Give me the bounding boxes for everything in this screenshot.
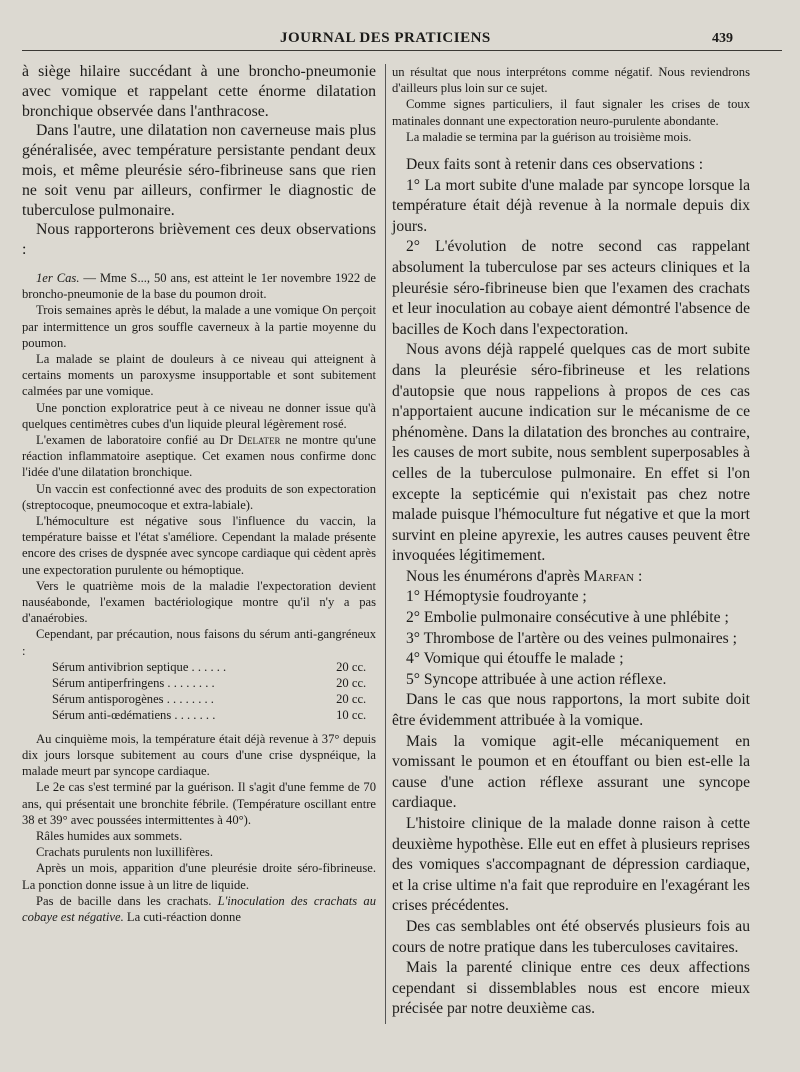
text-run: 2° L'évolution de notre second cas rappelant absolument la tuberculose par ses acteurs cliniques et la pleurésie séro-fibrineuse bien que l'examen des crachats et leur inoculation au cobaye aient démontré l'absence de bacilles de [392,238,750,338]
serum-dose: 20 cc. [336,659,367,674]
paragraph: à siège hilaire succédant à une broncho-pneumonie avec vomique et rappelant cette énorme dilatation bronchique observée dans l'anthracose. [22,63,376,120]
serum-dose: 10 cc. [336,707,367,722]
text-run: L'examen de laboratoire confié au Dr [36,433,238,447]
case-1-intro [22,270,376,302]
paragraph: Un vaccin est confectionné avec des produits de son expectoration (streptocoque, pneumocoque et extra-labiale). [22,481,376,512]
running-title: JOURNAL DES PRATICIENS [280,30,491,46]
paragraph: L'hémoculture est négative sous l'influence du vaccin, la température baisse et l'état s'améliore. Cependant la malade présente encore des crises de dyspnée avec syncope cardiaque qui cèdent après une expectoration purulente ou hémoptique. [22,514,376,577]
paragraph: Vers le quatrième mois de la maladie l'expectoration devient nauséabonde, l'examen bactériologique montre qu'il n'y a pas d'anaérobies. [22,578,376,626]
paragraph: 1° La mort subite d'une malade par syncope lorsque la température était déjà revenue à la normale depuis dix jours. [392,176,750,235]
right-column [392,64,750,1020]
paragraph: La malade se plaint de douleurs à ce niveau qui atteignent à certains moments un paroxysme insupportable et sont subitement calmées par une vomique. [22,351,376,399]
page-header [0,30,800,50]
text-run: ne montre qu'une réaction inflammatoire aseptique. Cet examen nous confirme donc l'idée d'une dilatation bronchique. [22,433,376,480]
paragraph: Deux faits sont à retenir dans ces observations : [406,156,704,174]
italic-text: L'inoculation des crachats au cobaye est négative. [22,893,376,925]
serum-name: Sérum anti-œdématiens . . . . . . . [52,707,216,722]
paragraph: L'histoire clinique de la malade donne raison à cette deuxième hypothèse. Elle eut en effet à plusieurs reprises des vomiques s'accompagnant de dépression cardiaque, et la crise ultime n'a fait que reproduire en l'exagérant les crises précédentes. [392,815,750,915]
paragraph [22,893,376,925]
paragraph [392,567,750,588]
paragraph: Des cas semblables ont été observés plusieurs fois au cours de notre pratique dans les tuberculoses cavitaires. [392,917,750,956]
paragraph: un résultat que nous interprétons comme négatif. Nous reviendrons d'ailleurs plus loin sur ce sujet. [392,65,750,96]
paragraph: Râles humides aux sommets. [36,829,183,844]
author-name: Delater [237,433,281,447]
serum-list [52,659,376,723]
text-run: : [634,567,643,585]
paragraph: Mais la parenté clinique entre ces deux affections cependant si dissemblables nous est encore mieux précisée par notre deuxième cas. [392,959,750,1018]
text-run: Nous les énumérons d'après [406,567,584,585]
paragraph: La maladie se termina par la guérison au troisième mois. [406,129,692,144]
paragraph [22,432,376,481]
text-run: dans l'expectoration. [495,320,629,338]
paragraph [392,237,750,340]
list-item: 4° Vomique qui étouffe le malade ; [406,650,624,668]
serum-name: Sérum antivibrion septique . . . . . . [52,659,227,674]
list-item: 1° Hémoptysie foudroyante ; [406,588,587,606]
paragraph: Mais la vomique agit-elle mécaniquement en vomissant le poumon et en étouffant ou bien est-elle la cause d'une action réflexe assurant une syncope cardiaque. [392,732,750,812]
case-text: — Mme S..., 50 ans, est atteint le 1er novembre 1922 de broncho-pneumonie de la base du poumon droit. [22,270,376,302]
paragraph: Le 2e cas s'est terminé par la guérison. Il s'agit d'une femme de 70 ans, qui présentait une bronchite fébrile. (Température oscillant entre 38 et 39° avec poussées intermittentes à 40°). [22,780,376,827]
header-rule [22,50,782,51]
case-label: 1er Cas. [36,270,80,285]
serum-dose: 20 cc. [336,675,367,690]
serum-row [52,707,376,723]
paragraph: Nous rapporterons brièvement ces deux observations : [22,221,376,259]
text-run: La cuti-réaction donne [123,910,241,925]
list-item: 5° Syncope attribuée à une action réflexe. [406,670,667,688]
author-name: Koch [462,320,496,338]
serum-name: Sérum antisporogènes . . . . . . . . [52,691,214,706]
text-run: Pas de bacille dans les crachats. [36,893,218,908]
serum-row [52,659,376,675]
column-divider [385,64,386,1024]
author-name: Marfan [583,567,635,585]
left-column [22,62,376,925]
paragraph: Une ponction exploratrice peut à ce niveau ne donner issue qu'à quelques centimètres cubes d'un liquide pleural légèrement rosé. [22,400,376,431]
paragraph: Au cinquième mois, la température était déjà revenue à 37° depuis dix jours lorsque subitement au cours d'une crise dyspnéique, la malade meurt par syncope cardiaque. [22,731,376,779]
paragraph: Nous avons déjà rappelé quelques cas de mort subite dans la pleurésie séro-fibrineuse et les relations d'autopsie que nous rappelions à propos de ces cas n'apportaient aucune indication sur le mécanisme de ce phénomène. Dans la dilatation des bronches au contraire, les causes de mort subite, nous semblent superposables à celles de la tuberculose pulmonaire. En effet si l'on excepte la septicémie qui n'existait pas chez notre malade puisque l'hémoculture fut négative et que la mort survint en pleine apyrexie, les autres causes peuvent être invoquées légitimement. [392,341,750,565]
serum-dose: 20 cc. [336,691,367,706]
serum-row [52,691,376,707]
paragraph: Dans l'autre, une dilatation non caverneuse mais plus généralisée, avec température persistante pendant deux mois, et même pleurésie séro-fibrineuse sans que rien ne soit venu par ailleurs, confirmer le diagnostic de tuberculose pulmonaire. [22,122,376,219]
paragraph: Après un mois, apparition d'une pleurésie droite séro-fibrineuse. La ponction donne issue à un litre de liquide. [22,861,376,892]
paragraph: Dans le cas que nous rapportons, la mort subite doit être évidemment attribuée à la vomique. [392,691,750,730]
page-number: 439 [712,31,733,46]
paragraph: Trois semaines après le début, la malade a une vomique On perçoit par intermittence un gros souffle caverneux à la partie moyenne du poumon. [22,303,376,350]
paragraph: Cependant, par précaution, nous faisons du sérum anti-gangréneux : [22,627,376,658]
list-item: 3° Thrombose de l'artère ou des veines pulmonaires ; [406,629,737,647]
serum-row [52,675,376,691]
serum-name: Sérum antiperfringens . . . . . . . . [52,675,215,690]
paragraph: Comme signes particuliers, il faut signaler les crises de toux matinales donnant une expectoration neuro-purulente abondante. [392,97,750,128]
paragraph: Crachats purulents non luxillifères. [36,845,213,860]
list-item: 2° Embolie pulmonaire consécutive à une phlébite ; [406,609,729,627]
